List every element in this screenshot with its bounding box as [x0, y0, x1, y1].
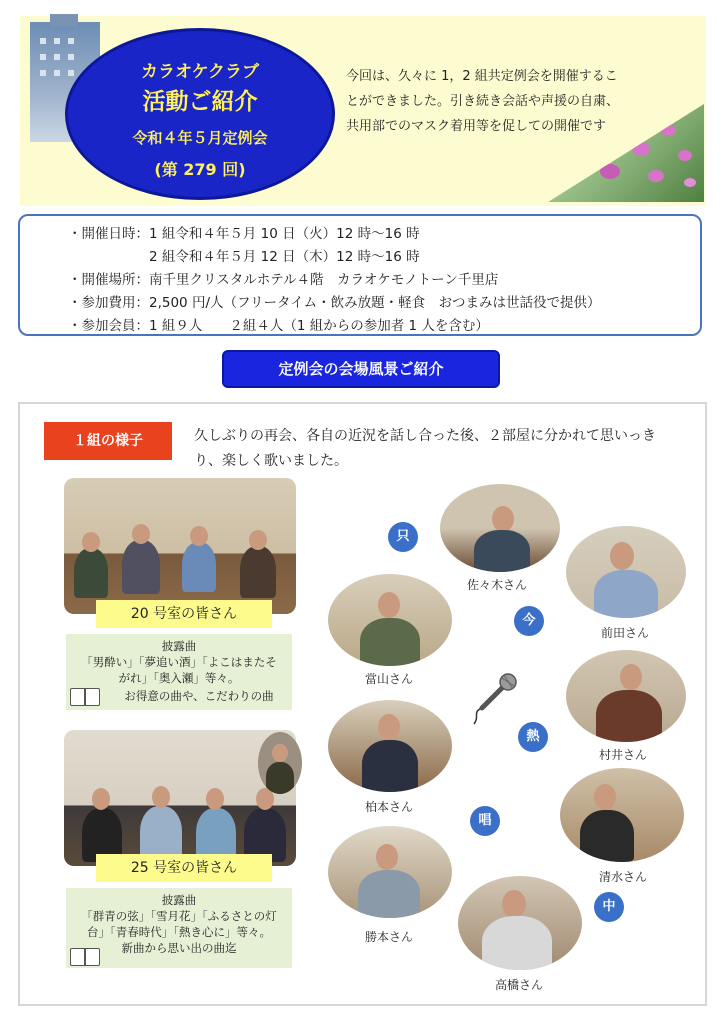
name-maeda: 前田さん — [600, 626, 649, 640]
name-tomiyama: 當山さん — [364, 672, 413, 686]
slogan-char-4: 唱 — [470, 806, 500, 836]
name-murai: 村井さん — [598, 748, 647, 762]
room-20-caption: 20 号室の皆さん — [96, 600, 272, 628]
inset-portrait — [258, 732, 302, 794]
photo-tomiyama — [328, 574, 452, 666]
room-20-songs — [66, 634, 292, 710]
slogan-char-3: 熱 — [518, 722, 548, 752]
club-name: カラオケクラブ — [141, 62, 259, 82]
songs-line: 新曲から思い出の曲迄 — [121, 941, 237, 955]
songs-line: 「男酔い」「夢追い酒」「よこはまたそ — [81, 655, 277, 669]
songs-title: 披露曲 — [161, 893, 197, 907]
info-fee: ・参加費用：2,500 円/人（フリータイム・飲み放題・軽食 おつまみは世話役で提供） — [68, 295, 601, 311]
section-title: 定例会の会場風景ご紹介 — [222, 350, 500, 388]
intro-text: 今回は、久々に 1，2 組共定例会を開催することができました。引き続き会話や声援の自粛、共用部でのマスク着用等を促しての開催です — [346, 69, 620, 134]
microphone-icon — [466, 672, 526, 732]
event-info-box — [18, 214, 702, 336]
info-members: ・参加会員：1 組９人 ２組４人（1 組からの参加者 1 人を含む） — [68, 318, 489, 334]
songs-line: がれ」「奥入瀬」等々。 — [118, 671, 240, 685]
photo-kashimoto — [328, 700, 452, 792]
photo-sasaki — [440, 484, 560, 572]
name-katsumoto: 勝本さん — [364, 930, 413, 944]
photo-shimizu — [560, 768, 684, 862]
photo-katsumoto — [328, 826, 452, 918]
group-1-description: 久しぶりの再会、各自の近況を話し合った後、２部屋に分かれて思いっきり、楽しく歌いました。 — [194, 428, 656, 469]
slogan-char-1: 只 — [388, 522, 418, 552]
photo-murai — [566, 650, 686, 742]
songs-line: お得意の曲や、こだわりの曲 — [124, 689, 274, 703]
session-number: (第 279 回) — [154, 160, 246, 179]
room-25-caption: 25 号室の皆さん — [96, 854, 272, 882]
name-takahashi: 高橋さん — [494, 978, 543, 992]
songs-line: 台」「青春時代」「熱き心に」等々。 — [87, 925, 271, 939]
info-venue: ・開催場所：南千里クリスタルホテル４階 カラオケモノトーン千里店 — [68, 272, 499, 288]
photo-maeda — [566, 526, 686, 618]
songs-title: 披露曲 — [161, 639, 197, 653]
songs-line: 「群青の弦」「雪月花」「ふるさとの灯 — [81, 909, 277, 923]
room-25-songs — [66, 888, 292, 968]
name-sasaki: 佐々木さん — [466, 578, 527, 592]
room-20-photo — [64, 478, 296, 614]
photo-takahashi — [458, 876, 582, 970]
slogan-char-5: 中 — [594, 892, 624, 922]
group-1-tag: １組の様子 — [44, 422, 172, 460]
meeting-date: 令和４年５月定例会 — [132, 129, 268, 147]
name-kashimoto: 柏本さん — [364, 800, 413, 814]
slogan-char-2: 今 — [514, 606, 544, 636]
info-date-line-1: ・開催日時：1 組令和４年５月 10 日（火）12 時～16 時 — [68, 226, 420, 242]
book-icon — [70, 948, 100, 966]
title-ellipse — [65, 28, 335, 200]
name-shimizu: 清水さん — [598, 870, 647, 884]
page-title: 活動ご紹介 — [142, 89, 258, 115]
info-date-line-2: 2 組令和４年５月 12 日（木）12 時～16 時 — [68, 249, 420, 265]
